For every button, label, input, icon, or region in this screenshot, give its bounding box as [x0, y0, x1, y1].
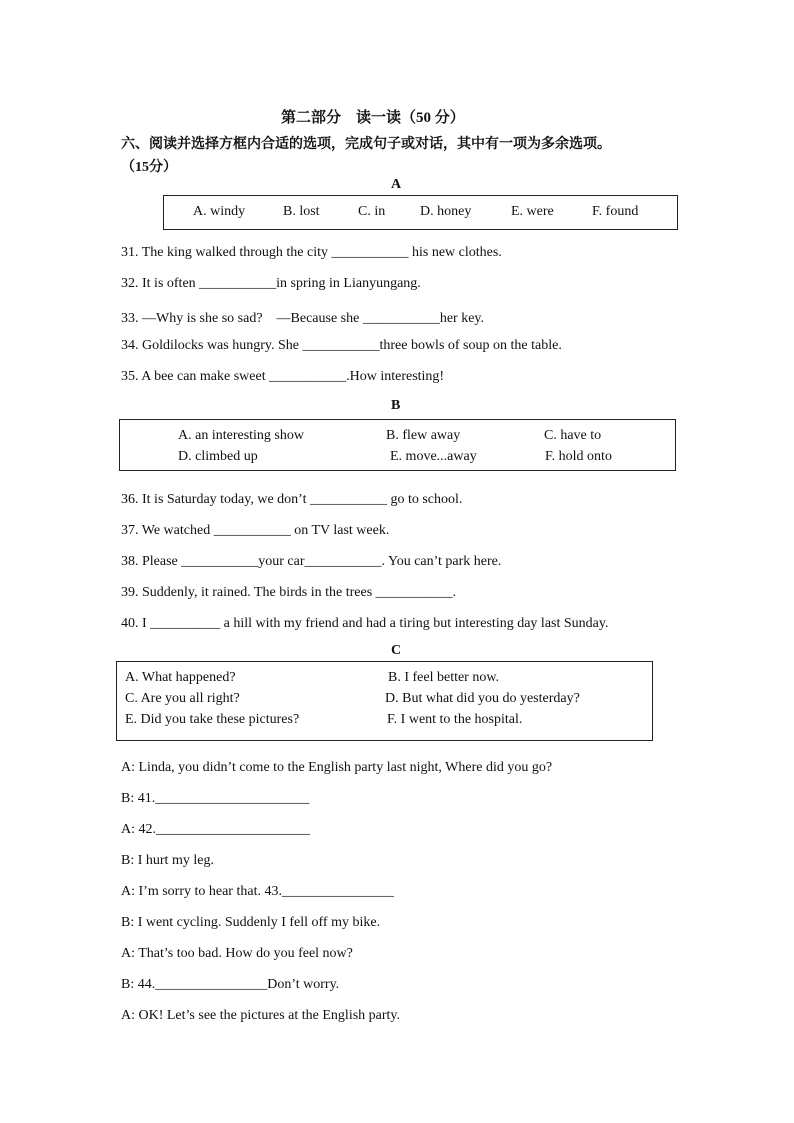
question-31: 31. The king walked through the city ___________ his new clothes. [121, 245, 502, 260]
option-c: C. Are you all right? [125, 691, 240, 706]
dialogue-text: I went cycling. Suddenly I fell off my bike. [137, 915, 381, 930]
question-39: 39. Suddenly, it rained. The birds in the trees ___________. [121, 585, 457, 600]
question-38: 38. Please ___________your car___________. You can’t park here. [121, 554, 502, 569]
option-a: A. What happened? [125, 670, 236, 685]
section-b-label: B [391, 398, 401, 413]
dialogue-text: Don’t worry. [267, 977, 340, 992]
points: （15分） [121, 160, 177, 175]
section-c-options-box [116, 661, 653, 741]
answer-blank-43[interactable]: 43.________________ [264, 884, 394, 899]
speaker: B: [121, 915, 135, 930]
question-34: 34. Goldilocks was hungry. She ___________three bowls of soup on the table. [121, 338, 562, 353]
dialogue-text: I hurt my leg. [137, 853, 214, 868]
option-b: B. lost [283, 204, 320, 219]
part-heading: 第二部分 读一读（50 分） [281, 110, 465, 126]
option-e: E. move...away [390, 449, 477, 464]
dialogue-line-6 [121, 915, 380, 931]
option-b: B. I feel better now. [388, 670, 500, 685]
section-b-options-box [119, 419, 676, 471]
dialogue-line-5 [121, 884, 394, 900]
dialogue-line-1 [121, 760, 552, 776]
speaker: B: [121, 853, 135, 868]
option-e: E. were [511, 204, 554, 219]
option-f: F. found [592, 204, 639, 219]
option-f: F. I went to the hospital. [387, 712, 523, 727]
question-35: 35. A bee can make sweet ___________.How interesting! [121, 369, 445, 384]
option-c: C. in [358, 204, 386, 219]
instruction: 六、阅读并选择方框内合适的选项，完成句子或对话，其中有一项为多余选项。 [121, 137, 611, 152]
section-c-label: C [391, 643, 402, 658]
dialogue-text: I’m sorry to hear that. [138, 884, 261, 899]
option-c: C. have to [544, 428, 602, 443]
dialogue-line-9 [121, 1008, 400, 1024]
option-f: F. hold onto [545, 449, 612, 464]
section-a-options-box [163, 195, 678, 230]
option-a: A. an interesting show [178, 428, 304, 443]
question-33: 33. —Why is she so sad? —Because she ___________her key. [121, 311, 485, 326]
section-a-label: A [391, 177, 402, 192]
speaker: A: [121, 946, 135, 961]
speaker: A: [121, 760, 135, 775]
answer-blank-42[interactable]: 42.______________________ [138, 822, 310, 837]
speaker: A: [121, 822, 135, 837]
dialogue-text: OK! Let’s see the pictures at the English party. [138, 1008, 401, 1023]
option-d: D. climbed up [178, 449, 258, 464]
option-b: B. flew away [386, 428, 461, 443]
option-a: A. windy [193, 204, 246, 219]
dialogue-text: Linda, you didn’t come to the English party last night, Where did you go? [138, 760, 553, 775]
speaker: B: [121, 791, 135, 806]
answer-blank-41[interactable]: 41.______________________ [137, 791, 310, 806]
question-40: 40. I __________ a hill with my friend and had a tiring but interesting day last Sunday. [121, 616, 609, 631]
dialogue-line-8 [121, 977, 339, 993]
speaker: A: [121, 884, 135, 899]
dialogue-line-4 [121, 853, 214, 869]
question-32: 32. It is often ___________in spring in Lianyungang. [121, 276, 421, 291]
option-d: D. honey [420, 204, 472, 219]
speaker: B: [121, 977, 135, 992]
option-d: D. But what did you do yesterday? [385, 691, 580, 706]
dialogue-text: That’s too bad. How do you feel now? [138, 946, 353, 961]
question-37: 37. We watched ___________ on TV last week. [121, 523, 390, 538]
dialogue-line-3 [121, 822, 310, 838]
answer-blank-44[interactable]: 44.________________ [137, 977, 268, 992]
dialogue-line-2 [121, 791, 309, 807]
option-e: E. Did you take these pictures? [125, 712, 300, 727]
speaker: A: [121, 1008, 135, 1023]
question-36: 36. It is Saturday today, we don’t ___________ go to school. [121, 492, 463, 507]
dialogue-line-7 [121, 946, 353, 962]
